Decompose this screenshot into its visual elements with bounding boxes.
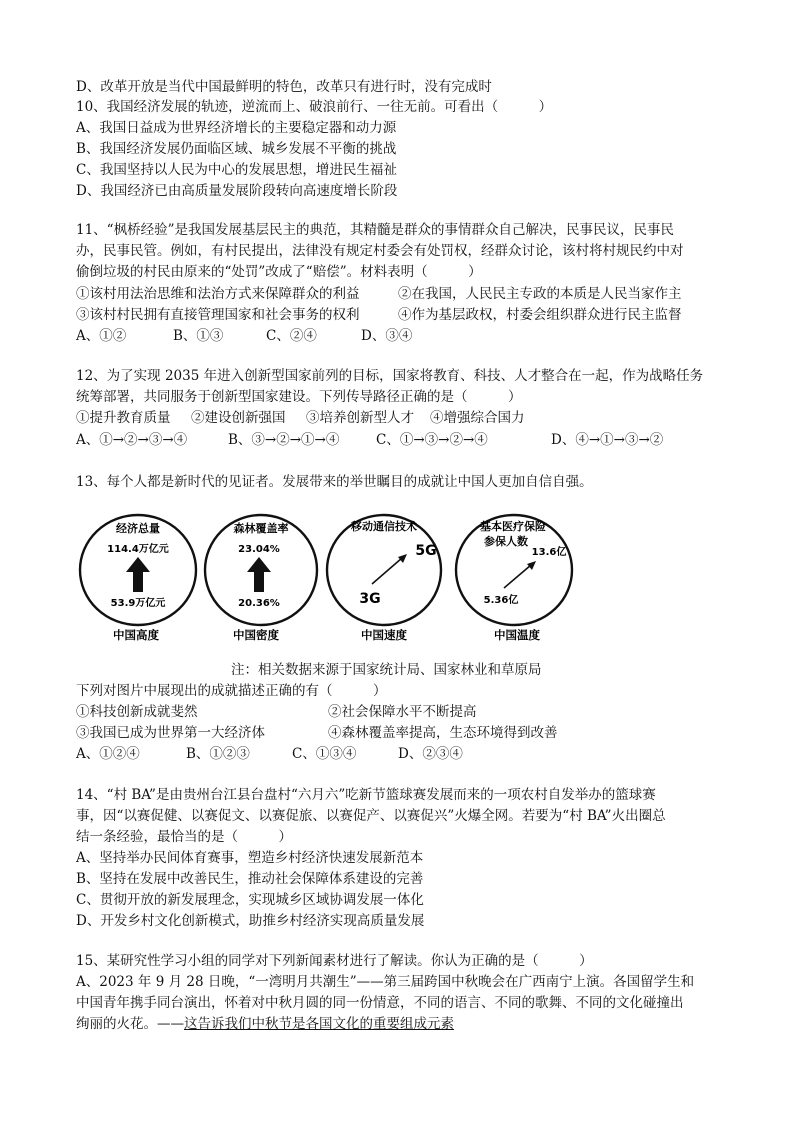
q14-stem-line3: 结一条经验，最恰当的是（ ） bbox=[76, 829, 292, 845]
q14-option-c[interactable]: C、贯彻开放的新发展理念，实现城乡区域协调发展一体化 bbox=[76, 892, 424, 908]
q12-options bbox=[76, 430, 664, 450]
q12-item-1: ①提升教育质量 bbox=[76, 410, 171, 426]
q14-option-a[interactable]: A、坚持举办民间体育赛事，塑造乡村经济快速发展新范本 bbox=[76, 850, 424, 866]
q11-items-row2 bbox=[76, 305, 682, 325]
caption-china-density: 中国密度 bbox=[233, 628, 279, 642]
circle-medical-title: 基本医疗保险 bbox=[480, 520, 546, 533]
caption-china-height: 中国高度 bbox=[113, 628, 159, 642]
q10-option-a[interactable]: A、我国日益成为世界经济增长的主要稳定器和动力源 bbox=[76, 120, 397, 136]
q15-option-a-line2: 中国青年携手同台演出，怀着对中秋月圆的同一份情意，不同的语言、不同的歌舞、不同的文化碰撞出 bbox=[76, 995, 684, 1011]
circle-forest-title: 森林覆盖率 bbox=[233, 522, 289, 535]
q11-stem-line1: 11、“枫桥经验”是我国发展基层民主的典范，其精髓是群众的事情群众自己解决，民事民议，民事民 bbox=[76, 222, 674, 238]
q11-items-row1 bbox=[76, 284, 682, 304]
circle-mobile-top-value: 5G bbox=[415, 543, 437, 559]
q14-option-d[interactable]: D、开发乡村文化创新模式，助推乡村经济实现高质量发展 bbox=[76, 913, 425, 929]
q12-option-c[interactable]: C、①→③→②→④ bbox=[376, 432, 488, 448]
q13-items-row1 bbox=[76, 702, 477, 722]
circle-economy-top-value: 114.4万亿元 bbox=[107, 544, 169, 555]
circle-forest-bottom-value: 20.36% bbox=[238, 598, 280, 609]
q15-stem: 15、某研究性学习小组的同学对下列新闻素材进行了解读。你认为正确的是（ ） bbox=[76, 953, 593, 969]
q11-option-c[interactable]: C、②④ bbox=[266, 328, 317, 344]
q12-item-4: ④增强综合国力 bbox=[430, 410, 525, 426]
q13-stem: 13、每个人都是新时代的见证者。发展带来的举世瞩目的成就让中国人更加自信自强。 bbox=[76, 474, 593, 490]
q15-option-a-underlined: 这告诉我们中秋节是各国文化的重要组成元素 bbox=[184, 1016, 454, 1032]
q13-option-a[interactable]: A、①②④ bbox=[76, 746, 140, 762]
q12-stem-line1: 12、为了实现 2035 年进入创新型国家前列的目标，国家将教育、科技、人才整合在一起，作为战略任务 bbox=[76, 368, 704, 384]
q10-option-d[interactable]: D、我国经济已由高质量发展阶段转向高速度增长阶段 bbox=[76, 183, 398, 199]
q11-options bbox=[76, 326, 413, 346]
q14-option-b[interactable]: B、坚持在发展中改善民生，推动社会保障体系建设的完善 bbox=[76, 871, 424, 887]
q13-achievement-figure bbox=[76, 510, 636, 650]
circle-mobile-title: 移动通信技术 bbox=[351, 520, 417, 533]
q12-item-2: ②建设创新强国 bbox=[191, 410, 286, 426]
circle-medical-title2: 参保人数 bbox=[484, 535, 528, 548]
q12-option-a[interactable]: A、①→②→③→④ bbox=[76, 432, 188, 448]
q12-item-3: ③培养创新型人才 bbox=[306, 410, 414, 426]
q13-note: 注：相关数据来源于国家统计局、国家林业和草原局 bbox=[231, 662, 542, 678]
circle-economy-bottom-value: 53.9万亿元 bbox=[110, 598, 166, 609]
q13-item-1: ①科技创新成就斐然 bbox=[76, 704, 198, 720]
circle-medical-top-value: 13.6亿 bbox=[531, 547, 567, 558]
circle-economy-title: 经济总量 bbox=[116, 522, 160, 535]
q13-option-b[interactable]: B、①②③ bbox=[186, 746, 250, 762]
q11-stem-line3: 偷倒垃圾的村民由原来的“处罚”改成了“赔偿”。材料表明（ ） bbox=[76, 264, 482, 280]
circle-medical bbox=[456, 515, 572, 642]
q14-stem-line1: 14、“村 BA”是由贵州台江县台盘村“六月六”吃新节篮球赛发展而来的一项农村自发举办的篮球赛 bbox=[76, 787, 656, 803]
q13-items-row2 bbox=[76, 723, 558, 743]
q11-stem-line2: 办，民事民管。例如，有村民提出，法律没有规定村委会有处罚权，经群众讨论，该村将村规民约中对 bbox=[76, 243, 684, 259]
q13-option-d[interactable]: D、②③④ bbox=[398, 746, 463, 762]
circle-forest bbox=[205, 515, 317, 642]
q11-option-d[interactable]: D、③④ bbox=[361, 328, 413, 344]
q11-item-3: ③该村村民拥有直接管理国家和社会事务的权利 bbox=[76, 307, 360, 323]
q12-items bbox=[76, 408, 525, 428]
q12-option-d[interactable]: D、④→①→③→② bbox=[551, 432, 664, 448]
q11-item-1: ①该村用法治思维和法治方式来保障群众的利益 bbox=[76, 286, 360, 302]
circle-economy bbox=[80, 515, 196, 642]
q13-figure-svg bbox=[76, 510, 636, 650]
q15-option-a-prefix: 绚丽的火花。—— bbox=[76, 1016, 184, 1032]
q13-options bbox=[76, 744, 463, 764]
q10-option-c[interactable]: C、我国坚持以人民为中心的发展思想，增进民生福祉 bbox=[76, 162, 397, 178]
q11-option-a[interactable]: A、①② bbox=[76, 328, 127, 344]
q13-option-c[interactable]: C、①③④ bbox=[292, 746, 357, 762]
circle-mobile-bottom-value: 3G bbox=[359, 591, 381, 607]
q12-stem-line2: 统筹部署，共同服务于创新型国家建设。下列传导路径正确的是（ ） bbox=[76, 389, 522, 405]
q10-stem: 10、我国经济发展的轨迹，逆流而上、破浪前行、一往无前。可看出（ ） bbox=[76, 99, 553, 115]
q13-item-3: ③我国已成为世界第一大经济体 bbox=[76, 725, 265, 741]
q13-item-4: ④森林覆盖率提高，生态环境得到改善 bbox=[328, 725, 558, 741]
q10-option-b[interactable]: B、我国经济发展仍面临区域、城乡发展不平衡的挑战 bbox=[76, 141, 397, 157]
q9-option-d: D、改革开放是当代中国最鲜明的特色，改革只有进行时，没有完成时 bbox=[76, 79, 492, 95]
q15-option-a-line3 bbox=[76, 1014, 454, 1034]
q11-item-2: ②在我国，人民民主专政的本质是人民当家作主 bbox=[398, 286, 682, 302]
q15-option-a-line1[interactable]: A、2023 年 9 月 28 日晚，“一湾明月共潮生”——第三届跨国中秋晚会在广西南宁上演。各国留学生和 bbox=[76, 974, 695, 990]
q13-item-2: ②社会保障水平不断提高 bbox=[328, 704, 477, 720]
caption-china-speed: 中国速度 bbox=[361, 628, 407, 642]
circle-medical-bottom-value: 5.36亿 bbox=[483, 595, 519, 606]
circle-forest-top-value: 23.04% bbox=[238, 544, 280, 555]
q13-question: 下列对图片中展现出的成就描述正确的有（ ） bbox=[76, 683, 387, 699]
q12-option-b[interactable]: B、③→②→①→④ bbox=[228, 432, 340, 448]
q11-item-4: ④作为基层政权，村委会组织群众进行民主监督 bbox=[398, 307, 682, 323]
caption-china-warmth: 中国温度 bbox=[494, 628, 540, 642]
q11-option-b[interactable]: B、①③ bbox=[173, 328, 224, 344]
q14-stem-line2: 事，因“以赛促健、以赛促文、以赛促旅、以赛促产、以赛促兴”火爆全网。若要为“村 BA”火出圈总 bbox=[76, 808, 666, 824]
circle-mobile bbox=[327, 515, 441, 642]
